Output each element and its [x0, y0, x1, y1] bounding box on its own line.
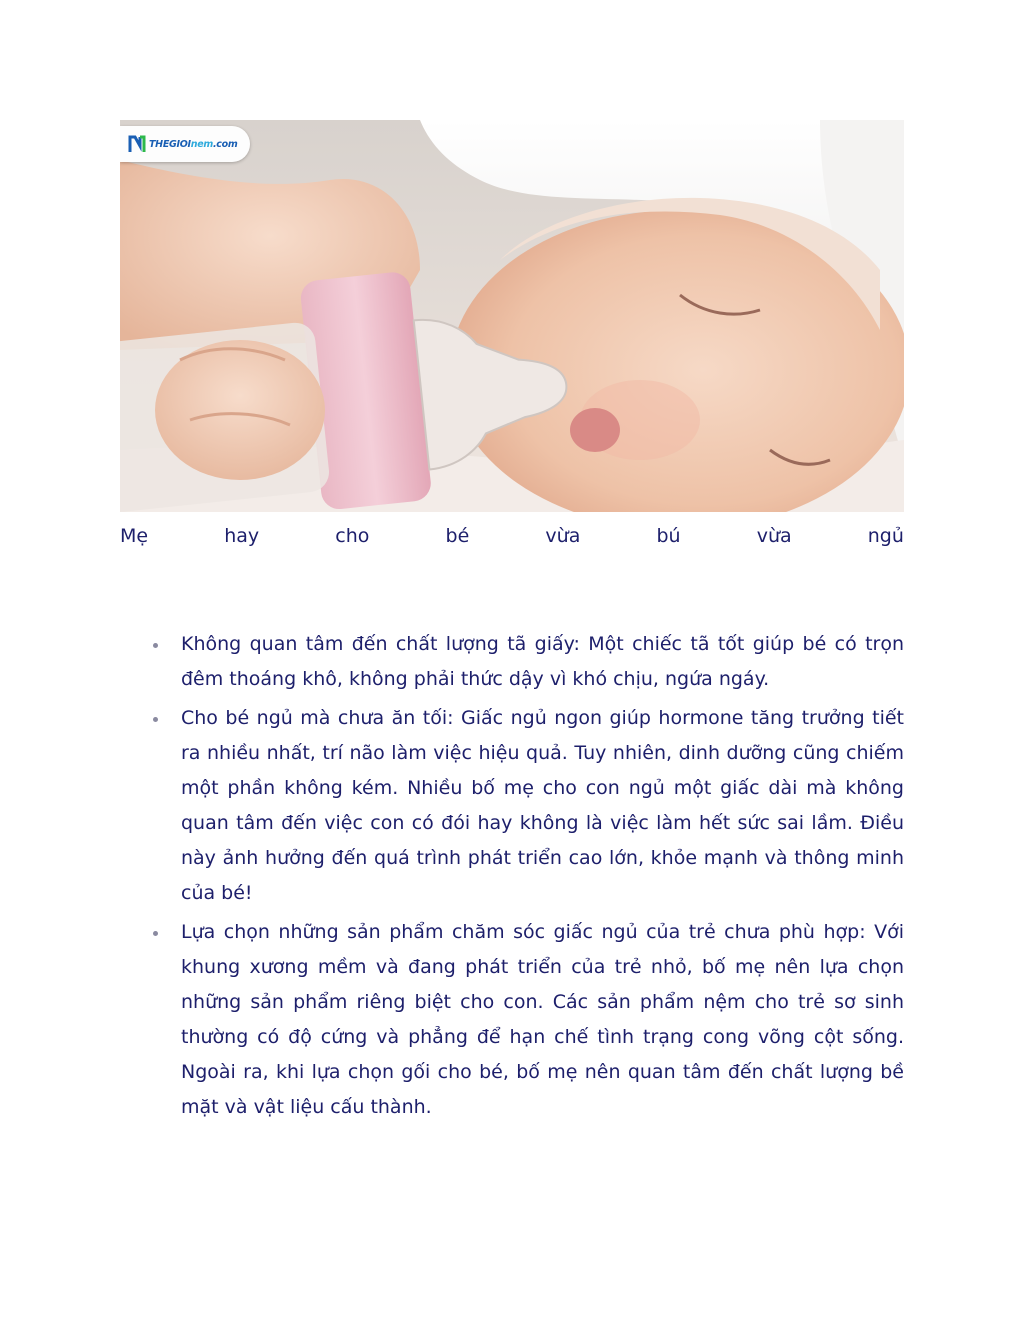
logo-n-icon	[128, 134, 146, 154]
caption-word: Mẹ	[120, 525, 149, 547]
image-caption	[120, 522, 904, 550]
caption-word: bú	[656, 525, 681, 547]
caption-word: cho	[335, 525, 370, 547]
list-item-text: Lựa chọn những sản phẩm chăm sóc giấc ngủ của trẻ chưa phù hợp: Với khung xương mềm và đang phát triển của trẻ nhỏ, bố mẹ nên lựa chọn những sản phẩm riêng biệt cho con. Các sản phẩm nệm cho trẻ sơ sinh thường có độ cứng và phẳng để hạn chế tình trạng cong võng cột sống. Ngoài ra, khi lựa chọn gối cho bé, bố mẹ nên quan tâm đến chất lượng bề mặt và vật liệu cấu thành.	[181, 921, 904, 1118]
caption-word: bé	[445, 525, 470, 547]
list-item-text: Cho bé ngủ mà chưa ăn tối: Giấc ngủ ngon giúp hormone tăng trưởng tiết ra nhiều nhất, trí não làm việc hiệu quả. Tuy nhiên, dinh dưỡng cũng chiếm một phần không kém. Nhiều bố mẹ cho con ngủ một giấc dài mà không quan tâm đến việc con có đói hay không là việc làm hết sức sai lầm. Điều này ảnh hưởng đến quá trình phát triển cao lớn, khỏe mạnh và thông minh của bé!	[181, 707, 904, 904]
bullet-list	[150, 627, 904, 1129]
logo-text: THEGIOInem.com	[149, 138, 238, 150]
list-item	[150, 627, 904, 697]
bullet-icon	[153, 643, 158, 648]
bullet-icon	[153, 931, 158, 936]
baby-photo	[120, 120, 904, 512]
list-item-text: Không quan tâm đến chất lượng tã giấy: Một chiếc tã tốt giúp bé có trọn đêm thoáng khô, không phải thức dậy vì khó chịu, ngứa ngáy.	[181, 633, 904, 690]
caption-word: hay	[224, 525, 260, 547]
list-item	[150, 915, 904, 1125]
caption-word: ngủ	[867, 525, 904, 547]
brand-logo	[120, 126, 250, 162]
caption-word: vừa	[756, 525, 792, 547]
caption-word: vừa	[545, 525, 581, 547]
sleeping-baby-illustration	[120, 120, 904, 512]
bullet-icon	[153, 717, 158, 722]
list-item	[150, 701, 904, 911]
